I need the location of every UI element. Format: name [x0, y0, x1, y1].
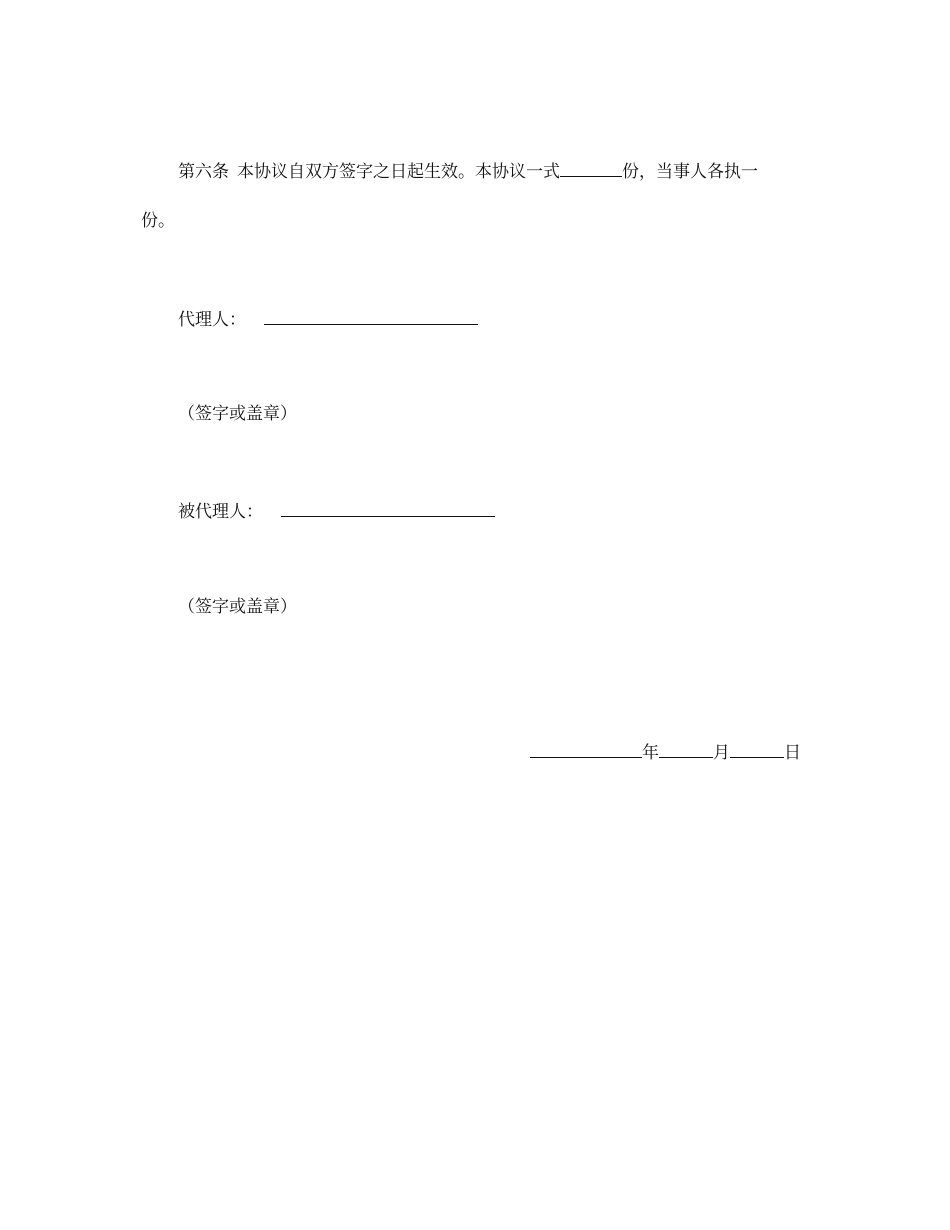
agent-label: 代理人：: [178, 310, 246, 330]
article-6-paragraph: [178, 160, 758, 183]
month-blank[interactable]: [659, 741, 713, 758]
article-6-lead: 第六条: [178, 162, 229, 182]
year-label: 年: [642, 743, 659, 763]
principal-line: [178, 500, 495, 523]
principal-sign-note-text: （签字或盖章）: [178, 597, 297, 617]
agent-line: [178, 308, 478, 331]
principal-label: 被代理人：: [178, 502, 263, 522]
day-label: 日: [784, 743, 801, 763]
copies-blank[interactable]: [560, 160, 622, 177]
article-6-text: 本协议自双方签字之日起生效。本协议一式: [237, 162, 560, 182]
month-label: 月: [713, 743, 730, 763]
agent-sign-note: [178, 403, 297, 425]
day-blank[interactable]: [730, 741, 784, 758]
article-6-text-after: 份，当事人各执一: [622, 162, 758, 182]
agent-sign-note-text: （签字或盖章）: [178, 404, 297, 424]
article-6-continuation-text: 份。: [141, 211, 175, 231]
agent-signature-blank[interactable]: [264, 308, 478, 325]
year-blank[interactable]: [530, 741, 642, 758]
article-6-continuation: [141, 210, 175, 232]
principal-sign-note: [178, 596, 297, 618]
principal-signature-blank[interactable]: [281, 500, 495, 517]
date-line: [530, 741, 801, 764]
